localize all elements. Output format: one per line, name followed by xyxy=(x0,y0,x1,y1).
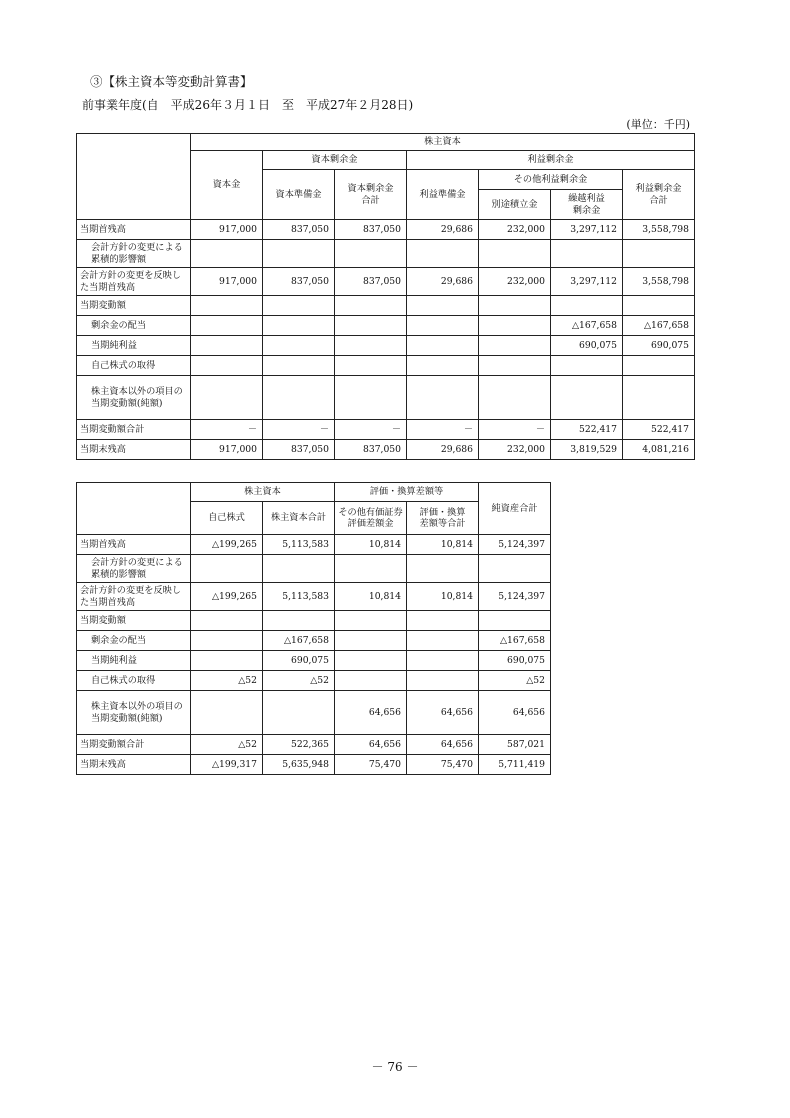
header-carried-forward: 繰越利益 剰余金 xyxy=(551,190,623,220)
value-cell: 5,124,397 xyxy=(479,583,551,611)
table-row xyxy=(77,583,551,611)
value-cell xyxy=(407,376,479,420)
header-shareholders-equity: 株主資本 xyxy=(191,134,695,151)
table-row xyxy=(77,296,695,316)
value-cell: 5,113,583 xyxy=(263,583,335,611)
value-cell xyxy=(263,555,335,583)
row-label: 当期変動額合計 xyxy=(77,735,191,755)
value-cell: 5,635,948 xyxy=(263,755,335,775)
row-label: 自己株式の取得 xyxy=(77,671,191,691)
value-cell: 232,000 xyxy=(479,220,551,240)
value-cell xyxy=(335,296,407,316)
value-cell xyxy=(407,651,479,671)
value-cell xyxy=(191,316,263,336)
value-cell xyxy=(263,336,335,356)
value-cell: － xyxy=(407,420,479,440)
value-cell: 690,075 xyxy=(263,651,335,671)
value-cell xyxy=(335,671,407,691)
row-label: 当期純利益 xyxy=(77,651,191,671)
table-row xyxy=(77,336,695,356)
value-cell xyxy=(191,651,263,671)
table-row xyxy=(77,376,695,420)
value-cell: － xyxy=(263,420,335,440)
equity-changes-table-2 xyxy=(76,482,551,775)
value-cell xyxy=(551,356,623,376)
value-cell xyxy=(551,376,623,420)
value-cell: 232,000 xyxy=(479,268,551,296)
value-cell: － xyxy=(479,420,551,440)
value-cell xyxy=(335,555,407,583)
value-cell xyxy=(479,296,551,316)
value-cell: 5,124,397 xyxy=(479,535,551,555)
value-cell: 64,656 xyxy=(335,735,407,755)
value-cell: 690,075 xyxy=(479,651,551,671)
row-label-header xyxy=(77,483,191,535)
value-cell xyxy=(623,376,695,420)
value-cell xyxy=(335,631,407,651)
value-cell: 232,000 xyxy=(479,440,551,460)
table-row xyxy=(77,356,695,376)
row-label: 当期変動額合計 xyxy=(77,420,191,440)
value-cell: △52 xyxy=(479,671,551,691)
header-retained-total: 利益剰余金 合計 xyxy=(623,170,695,220)
value-cell: 917,000 xyxy=(191,440,263,460)
statement-title: ③【株主資本等変動計算書】 xyxy=(90,74,253,89)
header-net-assets: 純資産合計 xyxy=(479,483,551,535)
table-row xyxy=(77,220,695,240)
value-cell xyxy=(479,240,551,268)
value-cell xyxy=(551,296,623,316)
table-2-body xyxy=(77,535,551,775)
value-cell xyxy=(407,631,479,651)
value-cell: 837,050 xyxy=(263,220,335,240)
value-cell xyxy=(335,240,407,268)
value-cell: 690,075 xyxy=(551,336,623,356)
value-cell xyxy=(479,316,551,336)
row-label: 当期変動額 xyxy=(77,611,191,631)
value-cell xyxy=(479,376,551,420)
value-cell: 75,470 xyxy=(407,755,479,775)
value-cell: 3,297,112 xyxy=(551,220,623,240)
value-cell: 10,814 xyxy=(335,583,407,611)
header-capital: 資本金 xyxy=(191,151,263,220)
value-cell: 522,417 xyxy=(551,420,623,440)
value-cell: 5,113,583 xyxy=(263,535,335,555)
value-cell xyxy=(623,356,695,376)
value-cell xyxy=(479,356,551,376)
value-cell: 587,021 xyxy=(479,735,551,755)
table-row xyxy=(77,420,695,440)
value-cell xyxy=(407,240,479,268)
value-cell: △167,658 xyxy=(623,316,695,336)
value-cell: 690,075 xyxy=(623,336,695,356)
table-row xyxy=(77,631,551,651)
value-cell: 522,417 xyxy=(623,420,695,440)
row-label: 当期末残高 xyxy=(77,440,191,460)
value-cell xyxy=(407,296,479,316)
value-cell: △199,265 xyxy=(191,535,263,555)
value-cell xyxy=(335,316,407,336)
value-cell xyxy=(191,296,263,316)
value-cell xyxy=(335,336,407,356)
value-cell: 75,470 xyxy=(335,755,407,775)
value-cell xyxy=(479,611,551,631)
value-cell: 5,711,419 xyxy=(479,755,551,775)
unit-note: (単位：千円) xyxy=(626,118,690,131)
value-cell: 4,081,216 xyxy=(623,440,695,460)
table-row xyxy=(77,735,551,755)
value-cell xyxy=(263,611,335,631)
value-cell: △167,658 xyxy=(263,631,335,651)
row-label: 会計方針の変更を反映した当期首残高 xyxy=(77,583,191,611)
header-valuation-total: 評価・換算 差額等合計 xyxy=(407,502,479,535)
value-cell: 64,656 xyxy=(335,691,407,735)
value-cell xyxy=(191,691,263,735)
value-cell: △52 xyxy=(191,671,263,691)
value-cell xyxy=(407,555,479,583)
row-label-header xyxy=(77,134,191,220)
value-cell xyxy=(407,671,479,691)
value-cell: 64,656 xyxy=(479,691,551,735)
value-cell xyxy=(335,356,407,376)
value-cell xyxy=(191,555,263,583)
value-cell: 10,814 xyxy=(407,535,479,555)
fiscal-period: 前事業年度(自 平成26年３月１日 至 平成27年２月28日) xyxy=(82,98,414,112)
value-cell: 64,656 xyxy=(407,735,479,755)
value-cell: 10,814 xyxy=(407,583,479,611)
value-cell xyxy=(623,296,695,316)
value-cell xyxy=(407,611,479,631)
value-cell xyxy=(263,376,335,420)
value-cell xyxy=(263,296,335,316)
value-cell xyxy=(263,240,335,268)
value-cell: 917,000 xyxy=(191,220,263,240)
header-capital-surplus-total: 資本剰余金 合計 xyxy=(335,170,407,220)
value-cell: △167,658 xyxy=(479,631,551,651)
value-cell: 3,819,529 xyxy=(551,440,623,460)
table-row xyxy=(77,755,551,775)
header-equity-total: 株主資本合計 xyxy=(263,502,335,535)
value-cell xyxy=(191,631,263,651)
value-cell: 29,686 xyxy=(407,440,479,460)
table-row xyxy=(77,268,695,296)
value-cell: 837,050 xyxy=(263,268,335,296)
page-number: － 76 － xyxy=(371,1060,419,1074)
header-securities: その他有価証券 評価差額金 xyxy=(335,502,407,535)
value-cell: 3,558,798 xyxy=(623,268,695,296)
header-shareholders-equity: 株主資本 xyxy=(191,483,335,502)
row-label: 当期末残高 xyxy=(77,755,191,775)
value-cell: △52 xyxy=(263,671,335,691)
header-general-reserve: 別途積立金 xyxy=(479,190,551,220)
row-label: 剰余金の配当 xyxy=(77,631,191,651)
value-cell xyxy=(191,240,263,268)
row-label: 自己株式の取得 xyxy=(77,356,191,376)
value-cell xyxy=(479,336,551,356)
value-cell: △167,658 xyxy=(551,316,623,336)
value-cell: 10,814 xyxy=(335,535,407,555)
table-1-body xyxy=(77,220,695,460)
header-valuation: 評価・換算差額等 xyxy=(335,483,479,502)
value-cell xyxy=(407,336,479,356)
value-cell xyxy=(191,611,263,631)
value-cell: △199,265 xyxy=(191,583,263,611)
row-label: 株主資本以外の項目の当期変動額(純額) xyxy=(77,376,191,420)
value-cell xyxy=(335,376,407,420)
row-label: 当期変動額 xyxy=(77,296,191,316)
value-cell: － xyxy=(335,420,407,440)
table-row xyxy=(77,555,551,583)
header-retained-earnings: 利益剰余金 xyxy=(407,151,695,170)
table-row xyxy=(77,535,551,555)
table-row xyxy=(77,671,551,691)
value-cell: 837,050 xyxy=(335,440,407,460)
value-cell xyxy=(263,691,335,735)
value-cell xyxy=(407,316,479,336)
value-cell xyxy=(335,651,407,671)
value-cell xyxy=(191,356,263,376)
table-row xyxy=(77,440,695,460)
value-cell: 837,050 xyxy=(335,220,407,240)
value-cell: △199,317 xyxy=(191,755,263,775)
row-label: 会計方針の変更による累積的影響額 xyxy=(77,240,191,268)
value-cell: 837,050 xyxy=(263,440,335,460)
value-cell: － xyxy=(191,420,263,440)
value-cell: 64,656 xyxy=(407,691,479,735)
header-legal-reserve: 利益準備金 xyxy=(407,170,479,220)
value-cell xyxy=(191,336,263,356)
value-cell xyxy=(263,356,335,376)
value-cell xyxy=(335,611,407,631)
header-capital-surplus: 資本剰余金 xyxy=(263,151,407,170)
value-cell xyxy=(551,240,623,268)
value-cell: 29,686 xyxy=(407,220,479,240)
value-cell xyxy=(191,376,263,420)
table-row xyxy=(77,316,695,336)
value-cell: 522,365 xyxy=(263,735,335,755)
row-label: 当期純利益 xyxy=(77,336,191,356)
value-cell xyxy=(407,356,479,376)
table-row xyxy=(77,651,551,671)
value-cell xyxy=(623,240,695,268)
row-label: 会計方針の変更による累積的影響額 xyxy=(77,555,191,583)
row-label: 当期首残高 xyxy=(77,220,191,240)
row-label: 当期首残高 xyxy=(77,535,191,555)
value-cell: △52 xyxy=(191,735,263,755)
row-label: 剰余金の配当 xyxy=(77,316,191,336)
header-other-retained: その他利益剰余金 xyxy=(479,170,623,190)
value-cell: 3,297,112 xyxy=(551,268,623,296)
value-cell: 837,050 xyxy=(335,268,407,296)
value-cell: 3,558,798 xyxy=(623,220,695,240)
row-label: 株主資本以外の項目の当期変動額(純額) xyxy=(77,691,191,735)
table-row xyxy=(77,691,551,735)
value-cell: 917,000 xyxy=(191,268,263,296)
row-label: 会計方針の変更を反映した当期首残高 xyxy=(77,268,191,296)
table-row xyxy=(77,240,695,268)
table-row xyxy=(77,611,551,631)
value-cell: 29,686 xyxy=(407,268,479,296)
header-capital-reserve: 資本準備金 xyxy=(263,170,335,220)
value-cell xyxy=(479,555,551,583)
equity-changes-table-1 xyxy=(76,133,695,460)
header-treasury: 自己株式 xyxy=(191,502,263,535)
value-cell xyxy=(263,316,335,336)
